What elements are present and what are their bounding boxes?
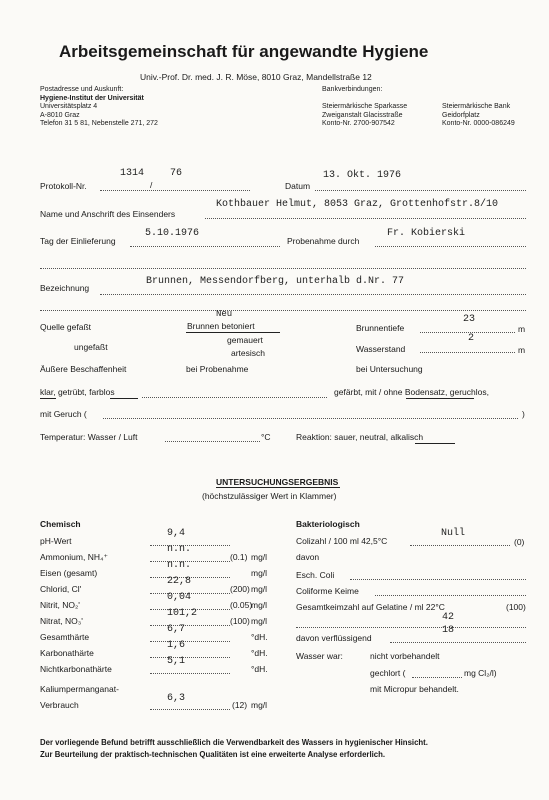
source-neu: Neu bbox=[216, 309, 233, 319]
kmno4-label-1: Kaliumpermanganat- bbox=[40, 684, 119, 694]
chem-row-value: 5,1 bbox=[167, 656, 186, 667]
total-count-label: Gesamtkeimzahl auf Gelatine / ml 22°C bbox=[296, 602, 445, 612]
protocol-year: 76 bbox=[170, 168, 183, 179]
coli-davon: davon bbox=[296, 552, 320, 562]
bank1-account: Konto-Nr. 2700-907542 bbox=[322, 120, 395, 127]
designation-label: Bezeichnung bbox=[40, 283, 90, 293]
chem-row-label: Nichtkarbonathärte bbox=[40, 664, 112, 674]
chem-row-label: Gesamthärte bbox=[40, 632, 90, 642]
chem-row-line bbox=[150, 625, 230, 626]
kmno4-unit: mg/l bbox=[251, 700, 268, 710]
micropur: mit Micropur behandelt. bbox=[370, 684, 459, 694]
bank1-name: Steiermärkische Sparkasse bbox=[322, 103, 408, 110]
coli-value: Null bbox=[441, 528, 466, 539]
water-level-label: Wasserstand bbox=[356, 344, 406, 354]
chem-row-label: Chlorid, Cl' bbox=[40, 584, 82, 594]
postal-city: A-8010 Graz bbox=[40, 111, 80, 119]
date-value: 13. Okt. 1976 bbox=[323, 170, 402, 181]
source-ungefasst-label: ungefaßt bbox=[74, 342, 108, 352]
postal-street: Universitätsplatz 4 bbox=[40, 103, 98, 110]
postal-institute: Hygiene-Institut der Universität bbox=[40, 94, 144, 102]
postal-heading: Postadresse und Auskunft: bbox=[40, 86, 124, 93]
chem-row-label: Nitrat, NO₃' bbox=[40, 616, 83, 626]
chem-row-limit: (100) bbox=[230, 616, 250, 626]
bank2-branch: Geidorfplatz bbox=[442, 111, 480, 119]
odor-label: mit Geruch ( bbox=[40, 409, 87, 419]
bank1-branch: Zweiganstalt Glacisstraße bbox=[322, 111, 403, 119]
footer-line-1: Der vorliegende Befund betrifft ausschließlich die Verwendbarkeit des Wassers in hygienischer Hinsicht. bbox=[40, 738, 428, 747]
chem-row-value: 101,2 bbox=[167, 608, 198, 619]
sampling-value: Fr. Kobierski bbox=[387, 228, 466, 239]
bacterio-heading: Bakteriologisch bbox=[296, 519, 360, 529]
footer-line-2: Zur Beurteilung der praktisch-technischen Qualitäten ist eine erweiterte Analyse erforderlich. bbox=[40, 750, 386, 759]
temperature-label: Temperatur: Wasser / Luft bbox=[40, 432, 138, 442]
chem-row-limit: (0.05) bbox=[230, 600, 253, 610]
chem-row-value: 9,4 bbox=[167, 528, 186, 539]
appearance-clear-options: klar, getrübt, farblos bbox=[40, 387, 115, 397]
chem-row-unit: mg/l bbox=[251, 552, 268, 562]
chem-row-value: 0,04 bbox=[167, 592, 192, 603]
protocol-label: Protokoll-Nr. bbox=[40, 181, 87, 191]
reaction-label: Reaktion: sauer, neutral, alkalisch bbox=[296, 432, 424, 442]
coliform-label: Coliforme Keime bbox=[296, 586, 359, 596]
appearance-label: Äußere Beschaffenheit bbox=[40, 364, 127, 374]
odor-close: ) bbox=[522, 409, 525, 419]
coli-label: Colizahl / 100 ml 42,5°C bbox=[296, 536, 388, 546]
kmno4-label-2: Verbrauch bbox=[40, 700, 79, 710]
chem-row-label: Nitrit, NO₂' bbox=[40, 600, 80, 610]
esch-coli-label: Esch. Coli bbox=[296, 570, 335, 580]
delivery-value: 5.10.1976 bbox=[145, 228, 200, 239]
chem-row-value: 6,7 bbox=[167, 624, 186, 635]
source-artesisch: artesisch bbox=[231, 348, 266, 358]
kmno4-limit: (12) bbox=[232, 700, 248, 710]
chem-row-unit: °dH. bbox=[251, 632, 268, 642]
chem-row-value: 1,6 bbox=[167, 640, 186, 651]
protocol-number: 1314 bbox=[120, 168, 145, 179]
bank1-block bbox=[322, 103, 407, 129]
chem-row-line bbox=[150, 673, 230, 674]
water-level-unit: m bbox=[518, 345, 526, 355]
postal-block bbox=[40, 86, 158, 129]
temperature-unit: °C bbox=[261, 432, 271, 442]
chem-row-unit: mg/l bbox=[251, 616, 268, 626]
chem-row-label: Ammonium, NH₄⁺ bbox=[40, 552, 108, 562]
total-count-limit: (100) bbox=[506, 602, 526, 612]
at-sampling-label: bei Probenahme bbox=[186, 364, 249, 374]
chem-row-unit: mg/l bbox=[251, 600, 268, 610]
source-gemauert: gemauert bbox=[227, 335, 263, 345]
chlorinated: gechlort ( bbox=[370, 668, 406, 678]
designation-value: Brunnen, Messendorfberg, unterhalb d.Nr. 77 bbox=[146, 276, 405, 287]
liquefying-label: davon verflüssigend bbox=[296, 633, 372, 643]
date-label: Datum bbox=[285, 181, 311, 191]
chem-row-limit: (200) bbox=[230, 584, 250, 594]
page-subtitle: Univ.-Prof. Dr. med. J. R. Möse, 8010 Graz, Mandellstraße 12 bbox=[140, 72, 372, 82]
chem-row-limit: (0.1) bbox=[230, 552, 248, 562]
coli-limit: (0) bbox=[514, 537, 525, 547]
at-examination-label: bei Untersuchung bbox=[356, 364, 423, 374]
depth-unit: m bbox=[518, 324, 526, 334]
result-subheading: (höchstzulässiger Wert in Klammer) bbox=[202, 491, 337, 501]
source-gefasst-label: Quelle gefaßt bbox=[40, 322, 92, 332]
bank2-block bbox=[442, 103, 515, 129]
chem-row-label: Karbonathärte bbox=[40, 648, 94, 658]
protocol-separator: / bbox=[150, 180, 153, 190]
chem-row-line bbox=[150, 657, 230, 658]
chem-row-label: pH-Wert bbox=[40, 536, 72, 546]
chemical-heading: Chemisch bbox=[40, 519, 81, 529]
sampling-label: Probenahme durch bbox=[287, 236, 360, 246]
not-pretreated: nicht vorbehandelt bbox=[370, 651, 440, 661]
postal-phone: Telefon 31 5 81, Nebenstelle 271, 272 bbox=[40, 120, 158, 127]
chem-row-value: n.n. bbox=[167, 560, 192, 571]
sender-label: Name und Anschrift des Einsenders bbox=[40, 209, 176, 219]
chem-row-unit: mg/l bbox=[251, 584, 268, 594]
source-betoniert: Brunnen betoniert bbox=[187, 321, 255, 331]
chem-row-value: 22,8 bbox=[167, 576, 192, 587]
depth-value: 23 bbox=[463, 314, 476, 325]
appearance-color-options: gefärbt, mit / ohne Bodensatz, geruchlos, bbox=[334, 387, 489, 397]
chem-row-unit: °dH. bbox=[251, 664, 268, 674]
water-level-value: 2 bbox=[468, 333, 475, 344]
liquefying-value: 18 bbox=[442, 625, 455, 636]
depth-label: Brunnentiefe bbox=[356, 323, 405, 333]
bank2-name: Steiermärkische Bank bbox=[442, 103, 511, 110]
chem-row-value: n.n. bbox=[167, 544, 192, 555]
chem-row-label: Eisen (gesamt) bbox=[40, 568, 98, 578]
result-heading: UNTERSUCHUNGSERGEBNIS bbox=[216, 477, 339, 487]
sender-value: Kothbauer Helmut, 8053 Graz, Grottenhofstr.8/10 bbox=[216, 199, 499, 210]
chem-row-unit: mg/l bbox=[251, 568, 268, 578]
chem-row-unit: °dH. bbox=[251, 648, 268, 658]
water-treatment-label: Wasser war: bbox=[296, 651, 343, 661]
bank2-account: Konto-Nr. 0000-086249 bbox=[442, 120, 515, 127]
bank-heading: Bankverbindungen: bbox=[322, 86, 383, 93]
delivery-label: Tag der Einlieferung bbox=[40, 236, 116, 246]
kmno4-value: 6,3 bbox=[167, 693, 186, 704]
chem-row-line bbox=[150, 641, 230, 642]
total-count-value: 42 bbox=[442, 612, 455, 623]
page-title: Arbeitsgemeinschaft für angewandte Hygiene bbox=[59, 42, 429, 61]
chlorinated-unit: mg Cl₂/l) bbox=[464, 668, 497, 678]
